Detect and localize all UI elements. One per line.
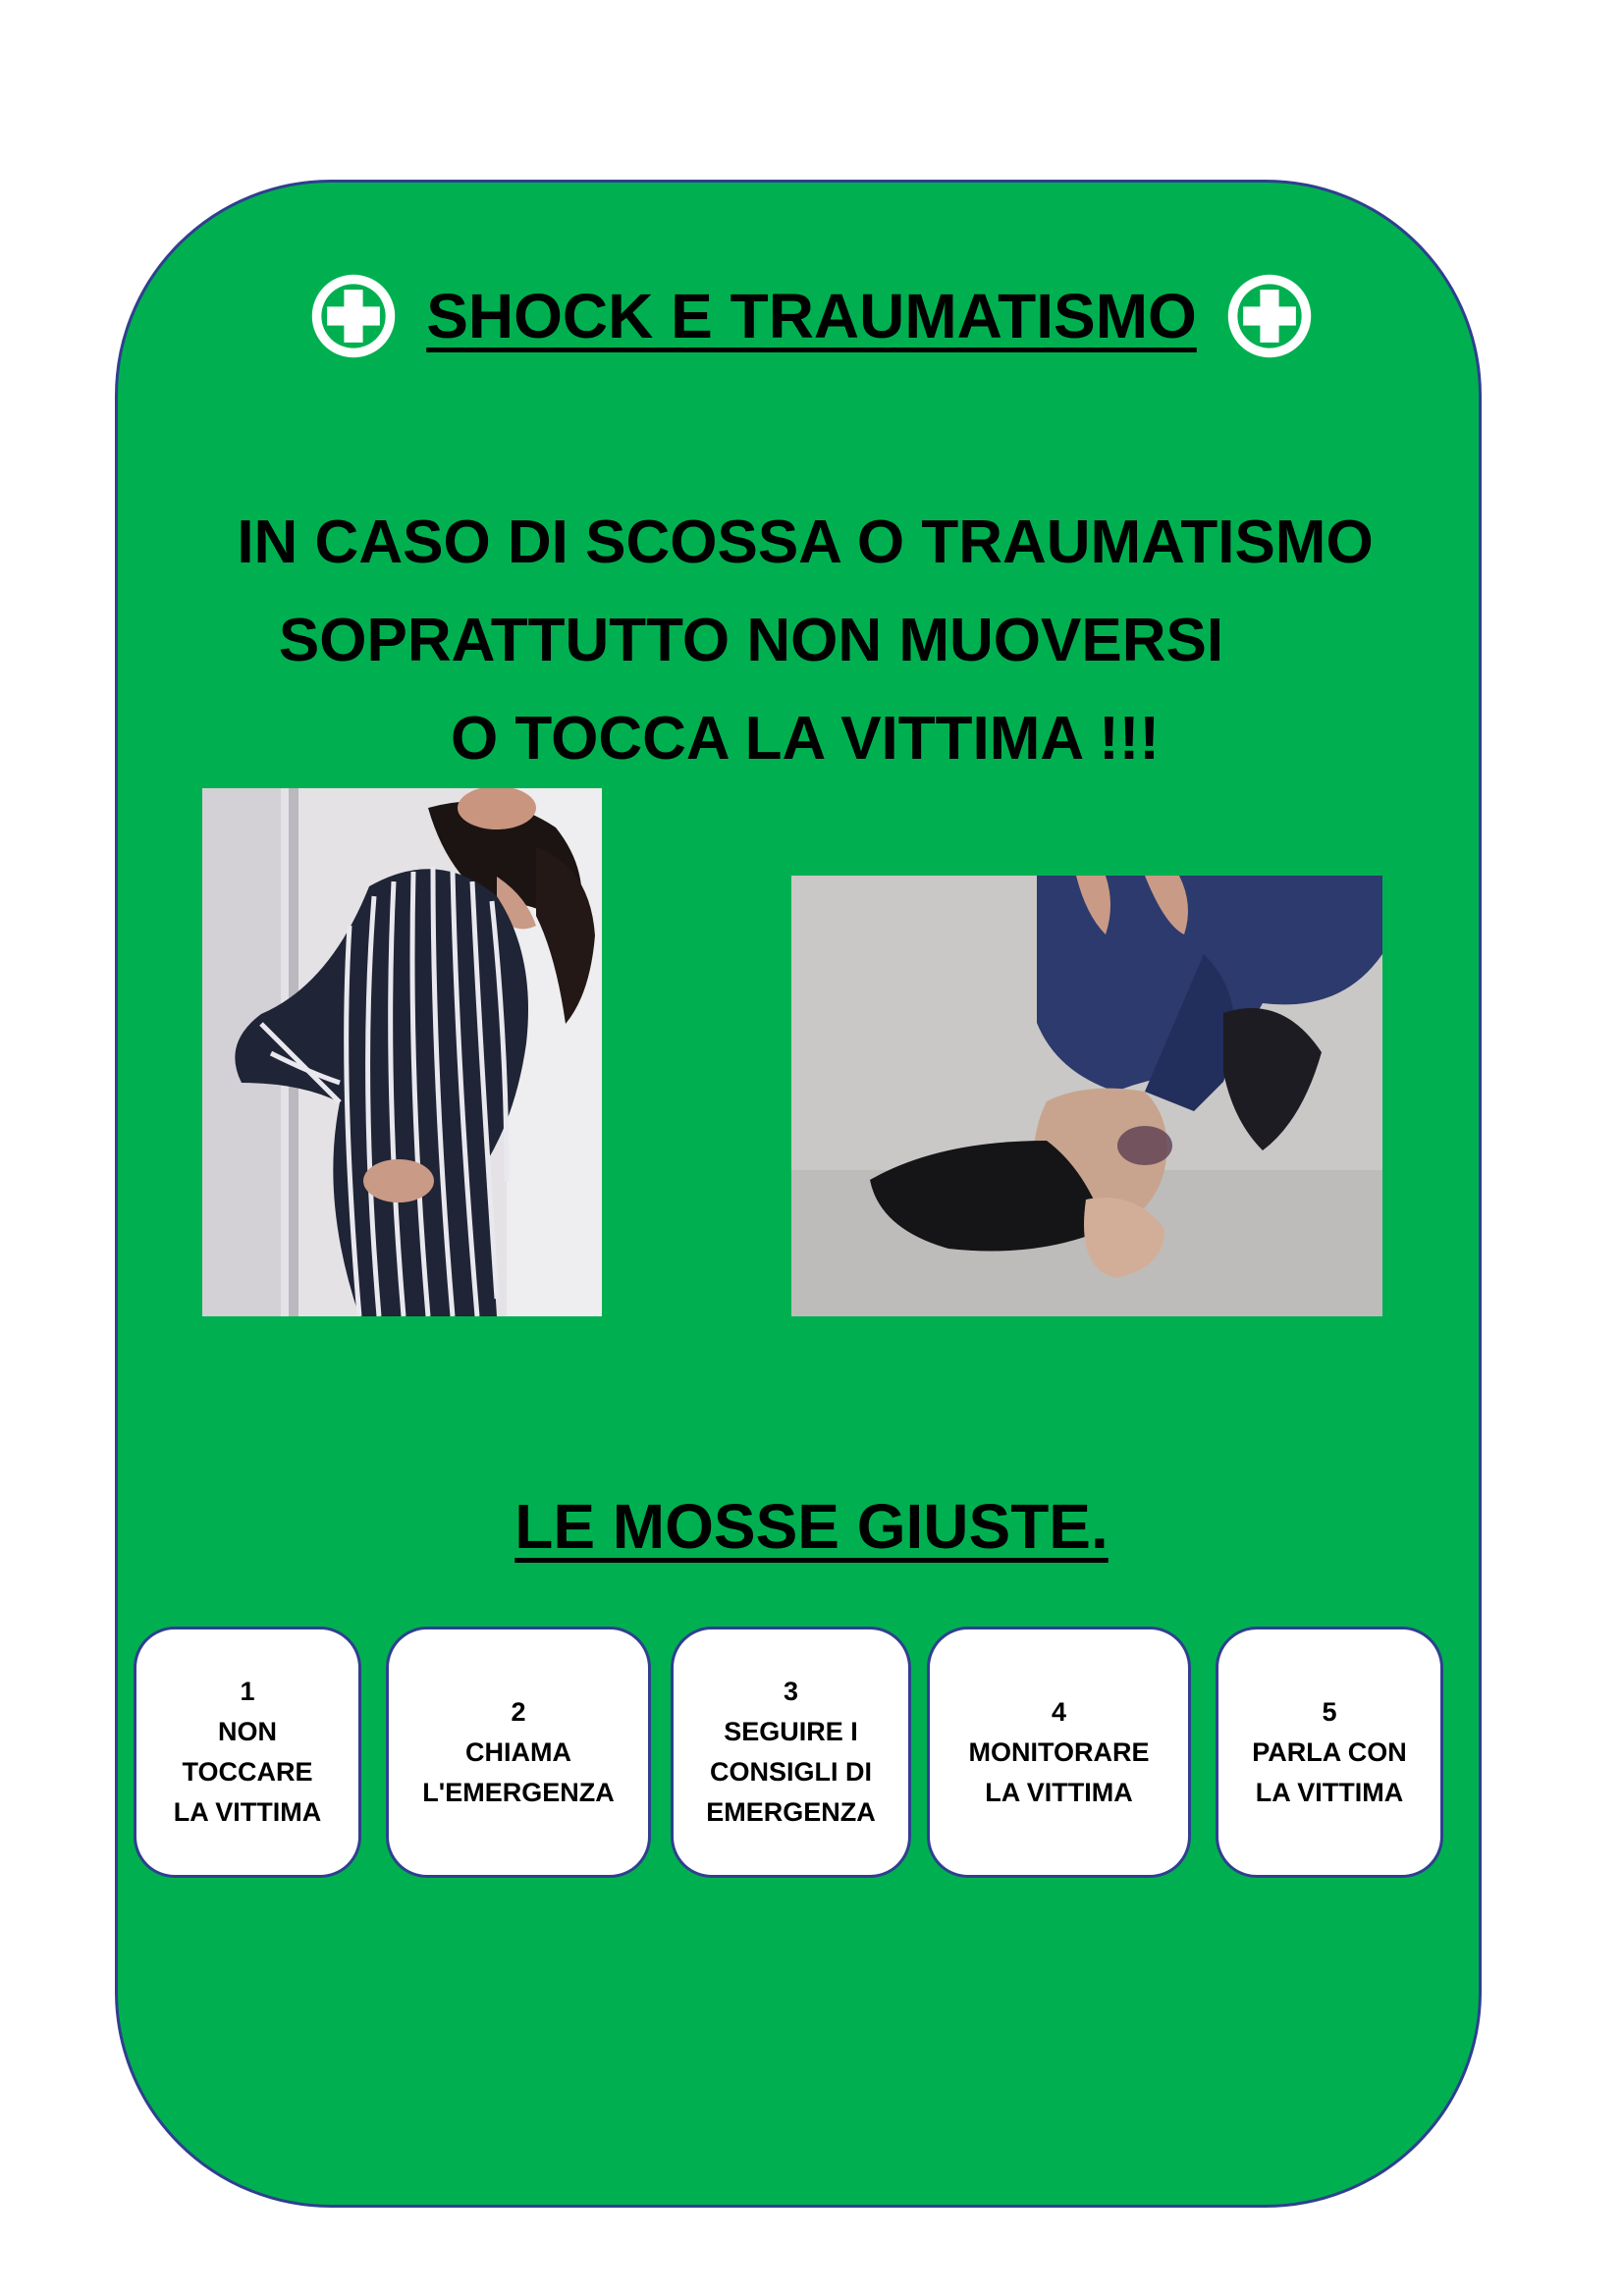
step-card bbox=[134, 1627, 361, 1878]
page-title: SHOCK E TRAUMATISMO bbox=[426, 281, 1197, 351]
warning-line-3: O TOCCA LA VITTIMA !!! bbox=[450, 705, 1161, 773]
plus-icon bbox=[306, 269, 401, 363]
step-card bbox=[1216, 1627, 1443, 1878]
step-number: 2 bbox=[511, 1696, 526, 1727]
step-card bbox=[927, 1627, 1191, 1878]
step-number: 4 bbox=[1051, 1696, 1067, 1727]
step-number: 1 bbox=[240, 1677, 255, 1706]
step-card bbox=[671, 1627, 911, 1878]
plus-icon bbox=[1222, 269, 1317, 363]
step-text: PARLA CON LA VITTIMA bbox=[1252, 1736, 1407, 1807]
step-text: MONITORARE LA VITTIMA bbox=[968, 1736, 1150, 1807]
step-text: NON TOCCARE LA VITTIMA bbox=[173, 1717, 322, 1827]
warning-line-2: SOPRATTUTTO NON MUOVERSI bbox=[278, 607, 1224, 674]
step-number: 5 bbox=[1322, 1696, 1337, 1727]
step-number: 3 bbox=[783, 1677, 799, 1706]
step-card bbox=[386, 1627, 651, 1878]
photo-ankle-bruise bbox=[791, 876, 1382, 1316]
step-text: SEGUIRE I CONSIGLI DI EMERGENZA bbox=[706, 1717, 876, 1827]
header bbox=[0, 267, 1623, 365]
step-text: CHIAMA L'EMERGENZA bbox=[422, 1736, 615, 1807]
warning-line-1: IN CASO DI SCOSSA O TRAUMATISMO bbox=[237, 508, 1374, 576]
section-title: LE MOSSE GIUSTE. bbox=[514, 1491, 1109, 1562]
photo-back-pain bbox=[202, 788, 602, 1316]
